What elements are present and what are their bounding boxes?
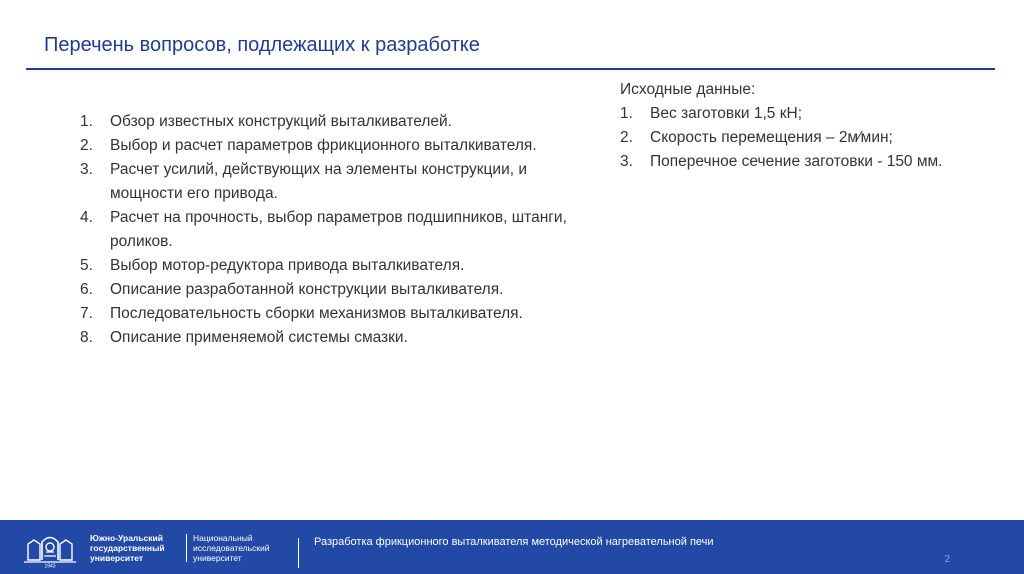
list-item bbox=[80, 254, 600, 278]
list-item bbox=[80, 158, 600, 206]
list-item-number: 8. bbox=[80, 329, 93, 346]
list-item bbox=[80, 206, 600, 254]
list-item bbox=[80, 278, 600, 302]
list-item bbox=[620, 126, 1010, 150]
list-item-text: Расчет на прочность, выбор параметров подшипников, штанги, роликов. bbox=[110, 209, 567, 250]
university-name: Южно-Уральский государственный университет bbox=[90, 533, 165, 563]
slide-title: Перечень вопросов, подлежащих к разработке bbox=[44, 34, 480, 56]
list-item-text: Выбор мотор-редуктора привода выталкивателя. bbox=[110, 257, 465, 274]
footer-topic: Разработка фрикционного выталкивателя методической нагревательной печи bbox=[314, 536, 714, 548]
initial-data-heading: Исходные данные: bbox=[620, 81, 756, 98]
list-item-number: 2. bbox=[620, 129, 633, 146]
list-item-text: Последовательность сборки механизмов выталкивателя. bbox=[110, 305, 523, 322]
list-item-number: 3. bbox=[80, 161, 93, 178]
list-item bbox=[80, 110, 600, 134]
list-item-number: 1. bbox=[80, 113, 93, 130]
footer-bar bbox=[0, 520, 1024, 574]
list-item-number: 6. bbox=[80, 281, 93, 298]
list-item-text: Поперечное сечение заготовки - 150 мм. bbox=[650, 153, 943, 170]
list-item-number: 4. bbox=[80, 209, 93, 226]
title-divider bbox=[26, 68, 995, 70]
questions-list bbox=[80, 110, 600, 350]
list-item-number: 3. bbox=[620, 153, 633, 170]
list-item-text: Описание применяемой системы смазки. bbox=[110, 329, 408, 346]
page-number: 2 bbox=[944, 554, 950, 565]
list-item-text: Расчет усилий, действующих на элементы конструкции, и мощности его привода. bbox=[110, 161, 528, 202]
list-item bbox=[80, 302, 600, 326]
initial-data-list bbox=[620, 102, 1010, 174]
list-item bbox=[620, 150, 1010, 174]
list-item bbox=[620, 102, 1010, 126]
list-item bbox=[80, 326, 600, 350]
list-item-text: Выбор и расчет параметров фрикционного выталкивателя. bbox=[110, 137, 537, 154]
list-item-text: Описание разработанной конструкции выталкивателя. bbox=[110, 281, 504, 298]
list-item-text: Вес заготовки 1,5 кН; bbox=[650, 105, 802, 122]
list-item-number: 5. bbox=[80, 257, 93, 274]
footer-divider bbox=[186, 534, 187, 562]
footer-divider bbox=[298, 538, 299, 568]
logo-year: 1943 bbox=[44, 563, 56, 568]
university-status: Национальный исследовательский университет bbox=[193, 533, 270, 563]
list-item-text: Обзор известных конструкций выталкивателей. bbox=[110, 113, 452, 130]
list-item-number: 7. bbox=[80, 305, 93, 322]
list-item-number: 2. bbox=[80, 137, 93, 154]
list-item-text: Скорость перемещения – 2м⁄мин; bbox=[650, 129, 893, 146]
university-logo-icon bbox=[22, 530, 78, 568]
list-item bbox=[80, 134, 600, 158]
list-item-number: 1. bbox=[620, 105, 633, 122]
